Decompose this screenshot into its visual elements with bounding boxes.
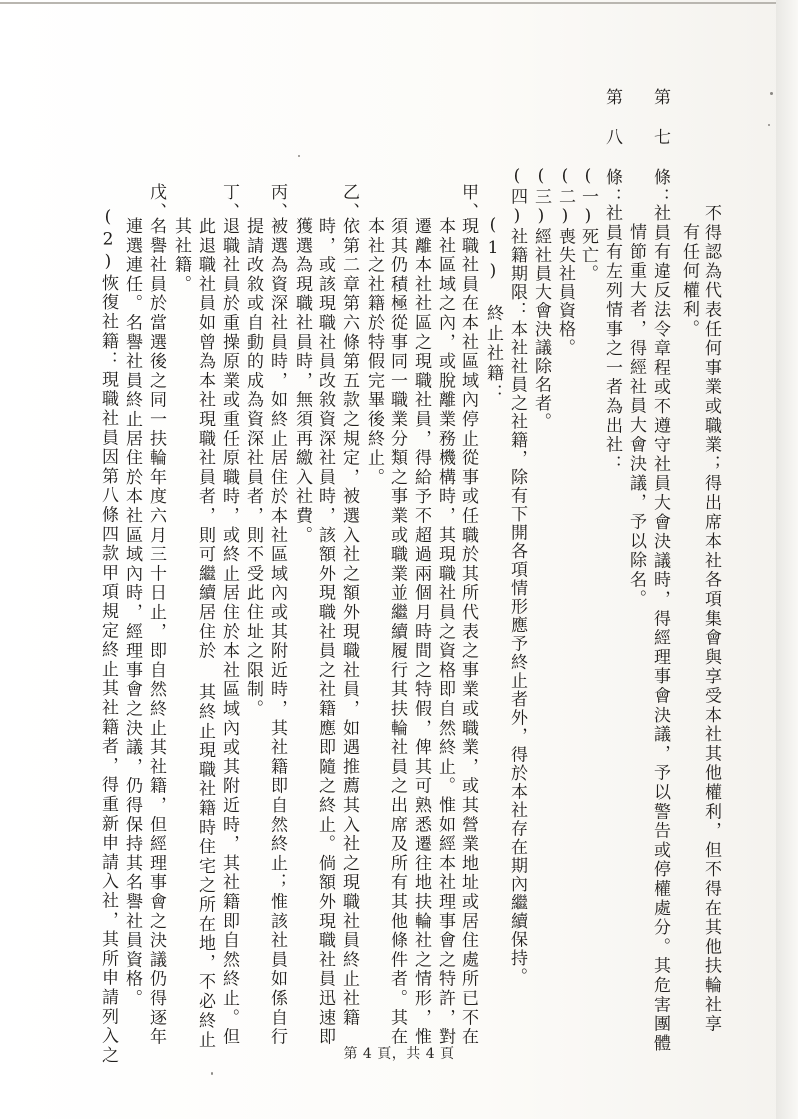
jia-line-2: 本社區域之內，或脫離業務機構時，其現職社員之資格即自然終止。惟如經本社理事會之特許，對 [435,217,455,1047]
ding-line-3: 其社籍。 [171,217,191,295]
article7-line1: 社員有違反法令章程或不遵守社員大會決議時，得經理事會決議，予以警告或停權處分。其危害團體 [650,204,670,1054]
page-number-footer: 第 4 頁，共 4 頁 [343,1046,455,1062]
jia-line-4: 須其仍積極從事同一職業分類之事業或職業並繼續履行其扶輪社員之出席及所有其他條件者。其在 [387,217,407,1047]
jia-label: 甲、 [458,183,478,222]
jia-line-1: 現職社員在本社區域內停止從事或任職於其所代表之事業或職業，或其營業地址或居住處所已不在 [458,217,478,1047]
yi-line-1: 依第二章第六條第五款之規定，被選入社之額外現職社員，如遇推薦其入社之現職社員終止社籍 [339,217,359,1028]
scan-border-line [0,2,776,4]
article8-item-3: (三)經社員大會決議除名者。 [531,166,551,431]
article8-item-1: (一)死亡。 [578,166,598,283]
scan-speck [768,124,770,126]
scan-speck [298,155,300,157]
ding-line-2: 此退職社員如曾為本社現職社員者，則可繼續居住於 其終止現職社籍時住宅之所在地，不必終止 [195,217,215,1050]
yi-line-2: 時，或該現職社員改敘資深社員時，該額外現職社員之社籍應即隨之終止。倘額外現職社員迅速即 [315,217,335,1047]
wu-line-1: 名譽社員於當選後之同一扶輪年度六月三十日止，即自然終止其社籍，但經理事會之決議仍得逐年 [146,217,166,1047]
ding-label: 丁、 [219,183,239,222]
bing-label: 丙、 [267,183,287,222]
jia-line-5: 本社之社籍於特假完畢後終止。 [364,217,384,488]
page-edge-shadow [776,0,798,1119]
bing-line-2: 提請改敘或自動的成為資深社員者，則不受此住址之限制。 [243,217,263,719]
subsection2-line-1: (2)恢復社籍：現職社員因第八條四款甲項規定終止其社籍者，得重新申請入社，其所申請列入之 [98,207,118,1066]
article8-label: 第 八 條： [602,88,622,208]
article8-item-4: (四)社籍期限：本社社員之社籍，除有下開各項情形應予終止者外，得於本社存在期內繼續保持。 [507,166,527,986]
article7-label: 第 七 條： [650,88,670,208]
scan-speck [211,1072,213,1075]
article8-intro: 社員有左列情事之一者為出社： [602,204,622,475]
jia-line-3: 遷離本社社區之現職社員，得給予不超過兩個月時間之特假，俾其可熟悉遷往地扶輪社之情形，惟 [411,217,431,1047]
article7-prev-line1: 不得認為代表任何事業或職業；得出席本社各項集會與享受本社其他權利，但不得在其他扶輪社享 [701,204,721,1034]
article8-item-2: (二)喪失社員資格。 [555,166,575,357]
yi-label: 乙、 [339,183,359,222]
subsection1-heading: (1) 終止社籍： [483,215,503,404]
wu-line-2: 連選連任。名譽社員終止居住於本社區域內時，經理事會之決議，仍得保持其名譽社員資格。 [122,217,142,1009]
article7-line2: 情節重大者，得經社員大會決議，予以除名。 [626,223,646,609]
yi-line-3: 獲選為現職社員時，無須再繳入社費。 [292,217,312,546]
scan-speck [770,92,773,95]
bing-line-1: 被選為資深社員時，如終止居住於本社區域內或其附近時，其社籍即自然終止；惟該社員如係自行 [267,217,287,1047]
ding-line-1: 退職社員於重操原業或重任原職時，或終止居住於本社區域內或其附近時，其社籍即自然終止。但 [219,217,239,1047]
article7-prev-line2: 有任何權利。 [679,223,699,339]
wu-label: 戊、 [146,183,166,222]
